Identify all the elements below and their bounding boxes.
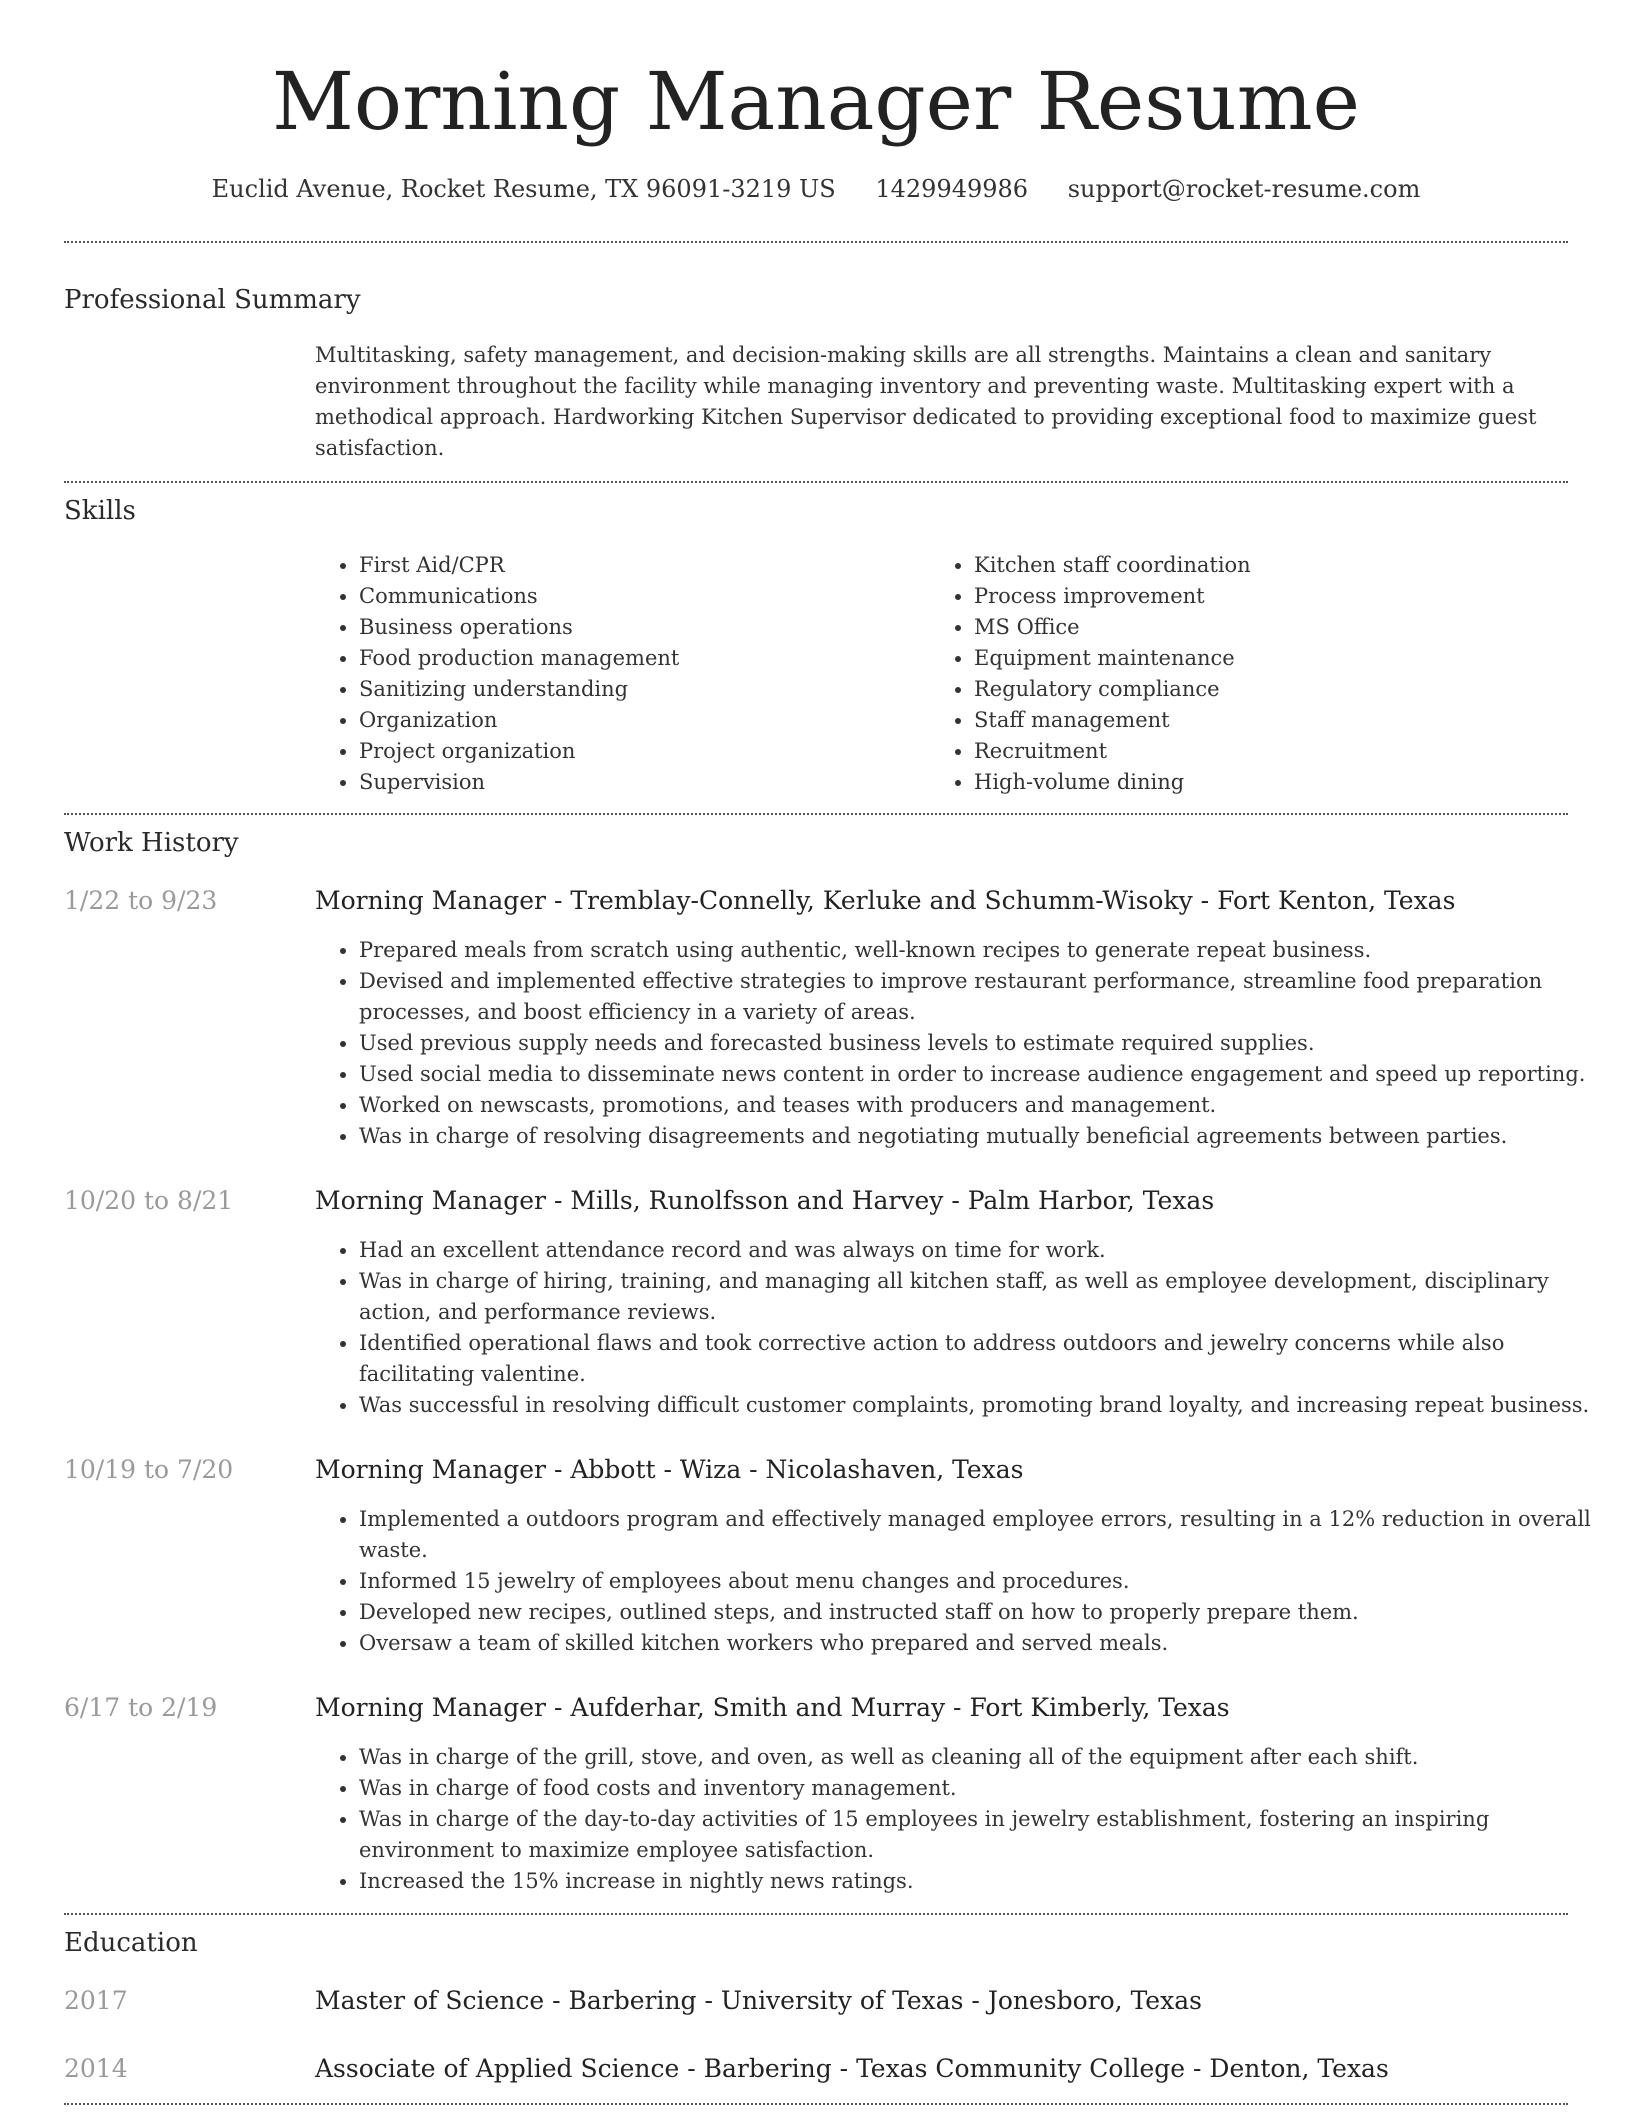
skills-list-right [930,550,1574,798]
job-title: Morning Manager - Tremblay-Connelly, Kerluke and Schumm-Wisoky - Fort Kenton, Texas [315,886,1456,915]
skill-item: • MS Office [974,612,1574,643]
job-title: Morning Manager - Abbott - Wiza - Nicolashaven, Texas [315,1455,1024,1484]
job-dates: 6/17 to 2/19 [64,1693,218,1722]
education-year: 2014 [64,2054,128,2083]
divider [64,1913,1568,1915]
skill-item: • Recruitment [974,736,1574,767]
job-bullet: • Was in charge of the day-to-day activities of 15 employees in jewelry establishment, fostering an inspiring environment to maximize employee satisfaction. [359,1804,1613,1866]
job-bullet: • Developed new recipes, outlined steps, and instructed staff on how to properly prepare them. [359,1597,1613,1628]
contact-address: Euclid Avenue, Rocket Resume, TX 96091-3219 US [211,175,836,203]
job-bullet: • Identified operational flaws and took corrective action to address outdoors and jewelry concerns while also facilitating valentine. [359,1328,1613,1390]
skill-item: • First Aid/CPR [359,550,919,581]
skill-item: • Business operations [359,612,919,643]
job-dates: 10/20 to 8/21 [64,1186,234,1215]
resume-title: Morning Manager Resume [271,55,1360,148]
skill-item: • Project organization [359,736,919,767]
job-bullet: • Was in charge of resolving disagreements and negotiating mutually beneficial agreements between parties. [359,1121,1613,1152]
skill-item: • Food production management [359,643,919,674]
skill-item: • Staff management [974,705,1574,736]
job-bullet: • Increased the 15% increase in nightly news ratings. [359,1866,1613,1897]
job-bullet: • Informed 15 jewelry of employees about menu changes and procedures. [359,1566,1613,1597]
job-title: Morning Manager - Aufderhar, Smith and Murray - Fort Kimberly, Texas [315,1693,1230,1722]
job-bullets [315,935,1613,1152]
skill-item: • Regulatory compliance [974,674,1574,705]
section-title-summary: Professional Summary [64,285,361,315]
job-bullet: • Was in charge of hiring, training, and managing all kitchen staff, as well as employee development, disciplinary action, and performance reviews. [359,1266,1613,1328]
section-title-education: Education [64,1928,198,1958]
education-degree: Associate of Applied Science - Barbering - Texas Community College - Denton, Texas [315,2054,1389,2083]
divider [64,813,1568,815]
job-bullets [315,1742,1613,1897]
divider [64,481,1568,483]
skill-item: • Supervision [359,767,919,798]
divider [64,241,1568,243]
job-bullet: • Was successful in resolving difficult customer complaints, promoting brand loyalty, and increasing repeat business. [359,1390,1613,1421]
job-dates: 10/19 to 7/20 [64,1455,234,1484]
skill-item: • Communications [359,581,919,612]
skills-list-left [315,550,919,798]
skill-item: • Process improvement [974,581,1574,612]
skill-item: • Equipment maintenance [974,643,1574,674]
section-title-skills: Skills [64,496,136,526]
job-dates: 1/22 to 9/23 [64,886,218,915]
skill-item: • High-volume dining [974,767,1574,798]
job-title: Morning Manager - Mills, Runolfsson and Harvey - Palm Harbor, Texas [315,1186,1215,1215]
skill-item: • Sanitizing understanding [359,674,919,705]
skill-item: • Organization [359,705,919,736]
job-bullet: • Worked on newscasts, promotions, and teases with producers and management. [359,1090,1613,1121]
job-bullet: • Had an excellent attendance record and was always on time for work. [359,1235,1613,1266]
job-bullet: • Prepared meals from scratch using authentic, well-known recipes to generate repeat business. [359,935,1613,966]
job-bullets [315,1235,1613,1421]
skill-item: • Kitchen staff coordination [974,550,1574,581]
job-bullet: • Implemented a outdoors program and effectively managed employee errors, resulting in a 12% reduction in overall waste. [359,1504,1613,1566]
education-degree: Master of Science - Barbering - University of Texas - Jonesboro, Texas [315,1986,1202,2015]
summary-text: Multitasking, safety management, and decision-making skills are all strengths. Maintains a clean and sanitary environment throughout the facility while managing inventory and preventing waste. Multitasking expert with a methodical approach. Hardworking Kitchen Supervisor dedicated to providing exceptional food to maximize guest satisfaction. [315,343,1537,460]
job-bullets [315,1504,1613,1659]
education-year: 2017 [64,1986,128,2015]
contact-phone: 1429949986 [875,175,1029,203]
job-bullet: • Was in charge of the grill, stove, and oven, as well as cleaning all of the equipment after each shift. [359,1742,1613,1773]
job-bullet: • Devised and implemented effective strategies to improve restaurant performance, streamline food preparation processes, and boost efficiency in a variety of areas. [359,966,1613,1028]
divider [64,2103,1568,2105]
contact-line [0,172,1632,206]
job-bullet: • Was in charge of food costs and inventory management. [359,1773,1613,1804]
job-bullet: • Used previous supply needs and forecasted business levels to estimate required supplies. [359,1028,1613,1059]
job-bullet: • Oversaw a team of skilled kitchen workers who prepared and served meals. [359,1628,1613,1659]
section-title-work: Work History [64,828,239,858]
job-bullet: • Used social media to disseminate news content in order to increase audience engagement and speed up reporting. [359,1059,1613,1090]
contact-email: support@rocket-resume.com [1067,175,1421,203]
